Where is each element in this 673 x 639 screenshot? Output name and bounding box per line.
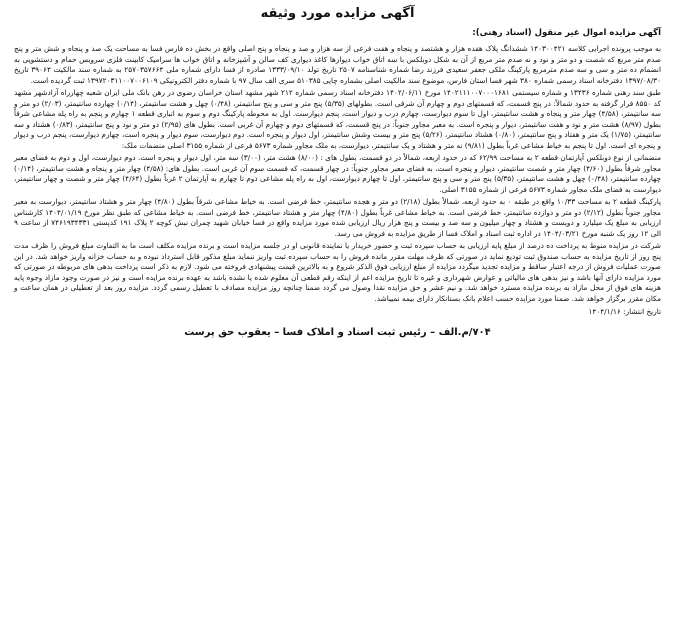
notice-body xyxy=(14,44,661,631)
publish-date: تاریخ انتشار: ۱۴۰۴/۱/۱۶ xyxy=(588,307,661,316)
notice-paragraph: منضمانی از نوع دوبلکس آپارتمان قطعه ۲ به مساحت ۶۲/۹۹ که در حدود اربعه، شمالاً در دو قسمت، بطول های : (۸/۰۰) هشت متر، (۳/۰۰) سه متر، اول دیوار و پنجره است. دوم دیوارست، اول و دوم به فضای معبر مجاور شرقاً بطول (۴/۶۰) چهار متر و شصت سانتیمتر، دیوار و پنجره است، به فضای معبر مجاور جنوباً: در چهار قسمت، که قسمت سوم آن غربی است. بطول های: (۴/۵۸) چهار متر و پنجاه و هشت سانتیمتر، (۰/۱۴) چهارده سانتیمتر، (۰/۴۸) چهل و هشت سانتیمتر، (۵/۳۵) پنج متر و سی و پنج سانتیمتر، اول تا چهارم دیوارست، اول به راه پله مشاعی دوم تا چهارم به آپارتمان ۲ غرباً بطول (۴/۶۴) چهار متر و شصت و چهار سانتیمتر، دیوارست به فضای ملک مجاور شماره ۵۶۷۳ فرعی از شماره ۳۱۵۵ اصلی. xyxy=(14,153,661,194)
notice-signature: ۷۰۴/م.الف – رئیس ثبت اسناد و املاک فسا – یعقوب حق پرست xyxy=(184,326,491,338)
notice-paragraph: پارکینگ قطعه ۲ به مساحت ۱۰/۳۳ واقع در طبقه ۰ به حدود اربعه، شمالاً بطول (۲/۱۸) دو متر و هجده سانتیمتر، خط فرضی است. به خیاط مشاعی شرقاً بطول (۴/۸۰) چهار متر و هشتاد سانتیمتر، دیوارست به معبر مجاور جنوباً بطول (۲/۱۲) دو متر و دوازده سانتیمتر، خط فرضی است. به خیاط مشاعی غرباً بطول (۴/۸۰) چهار متر و هشتاد سانتیمتر، خط فرضی است. به خیاط مشاعی که طبق نظر مورخ ۱۴۰۴/۰۱/۱۹ کارشناس ارزیابی به مبلغ یک میلیارد و دویست و هشتاد و چهار میلیون و سه صد و بیست و پنج هزار ریال ارزیابی شده مورد مزایده واقع در فسا خیابان شهید چمران نبش کوچه ۲ پلاک ۱۹۱ کدپستی ۷۴۶۱۹۳۴۳۳۱ از ساعت ۹ الی ۱۲ روز یک شنبه مورخ ۱۴۰۴/۰۳/۲۱ در اداره ثبت اسناد و املاک فسا از طریق مزایده به فروش می رسد. xyxy=(14,197,662,238)
notice-paragraph: شرکت در مزایده منوط به پرداخت ده درصد از مبلغ پایه ارزیابی به حساب سپرده ثبت و حضور خریدار یا نماینده قانونی او در جلسه مزایده است و برنده مزایده مکلف است ما به التفاوت مبلغ فروش را ظرف مدت پنج روز از تاریخ مزایده به حساب صندوق ثبت تودیع نماید در صورتی که ظرف مهلت مقرر مانده فروش را به حساب سپرده ثبت واریز ننماید مبلغ مذکور قابل استرداد نبوده و به حساب خزانه واریز خواهد شد. در این صورت عملیات فروش از درجه اعتبار ساقط و مزایده تجدید میگردد مزایده از مبلغ ارزیابی فوق الذکر شروع و به بالاترین قیمت پیشنهادی فروخته می شود. لازم به ذکر است پرداخت بدهی های مربوطه در صورتی که مورد مزایده دارای آنها باشد و نیز بدهی های مالیاتی و عوارض شهرداری و غیره تا تاریخ مزایده اعم از اینکه رقم قطعی آن معلوم شده یا نشده باشد به عهده برنده مزایده است و نیز در صورت وجود مازاد وجوه پایه هزینه های فوق از محل مازاد به برنده مزایده مسترد خواهد شد. و نیم عشر و حق مزایده نقدا وصول می گردد ضمنا چنانچه روز مزایده مصادف با تعطیل رسمی گردد. مزایده روز بعد از تعطیلی در همان ساعت و مکان مقرر برگزار خواهد شد. ضمنا مورد مزایده حسب اعلام بانک بستانکار دارای بیمه نمیباشد. xyxy=(14,241,661,303)
notice-paragraph: به موجب پرونده اجرایی کلاسه ۱۴۰۳۰۰۴۲۱ ششدانگ پلاک هفده هزار و هشتصد و پنجاه و هفت فرعی از سه هزار و صد و پنجاه و پنج اصلی واقع در بخش ده فارس فسا به مساحت یک صد و پنجاه و شش متر و پنج صدم متر مربع که شصت و دو متر و نود و نه صدم متر مربع از آن به شکل دوبلکس با سه اتاق خواب دیوارها کاغذ دیواری کف سالن و آشپزخانه و اتاق خواب ها سرامیک کابینت فلزی سرویس حمام و دستشویی به انضمام ده متر و سی و سه صدم مترمربع پارکینگ ملکی جعفر سعیدی فرزند رضا شماره شناسنامه ۲۵۰۷ تاریخ تولد ۱۳۳۳/۰۹/۱۰ صادره از فسا دارای شماره ملی ۲۵۷۰۳۵۷۶۶۴ به شماره سند مالکیت ۳۹۰۶۴ تاریخ ۱۳۹۷/۰۸/۳۰ دفترخانه اسناد رسمی شماره ۳۸۰ شهر فسا استان فارس، موضوع سند مالکیت اصلی بشماره چاپی ۵۱۰۳۸۵ سری الف سال ۹۷ با شماره دفتر الکترونیکی ۱۳۹۷۲۰۳۱۱۰۰۷۰۰۶۱۰۹ ثبت گردیده است. xyxy=(14,44,662,85)
notice-paragraph: طبق سند رهنی شماره ۱۳۴۳۶ و شماره سیستمی ۱۴۰۲۱۱۱۰۰۷۰۰۰۱۶۸۱ مورخ ۱۴۰۲/۰۶/۱۱ دفترخانه اسناد رسمی شماره ۲۱۲ شهر مشهد استان خراسان رضوی در رهن بانک ملی ایران شعبه چهارراه آزادشهر مشهد کد ۸۵۵۰ قرار گرفته به حدود شمالاً: در پنج قسمت، که قسمتهای دوم و چهارم آن شرقی است. بطولهای (۵/۳۵) پنج متر و سی و پنج سانتیمتر، (۰/۴۸) چهل و هشت سانتیمتر، (۰/۱۴) چهارده سانتیمتر، (۲/۰۳) دو متر و سه سانتیمتر، (۴/۵۸) چهار متر و پنجاه و هشت سانتیمتر، اول تا سوم دیوارست، چهارم درب و دیوار است، پنجم دیوارست. اول به محوطه پارکینگ دوم و سوم به انباری قطعه ۱ چهارم و پنجم به راه پله مشاعی شرقاً بطول (۸/۹۷) هشت متر و نود و هفت سانتیمتر، دیوار و پنجره است. به معبر مجاور جنوباً: در پنج قسمت، که قسمتهای دوم و چهارم آن غربی است. بطول های (۲/۹۵) دو متر و نود و پنج سانتیمتر، (۰/۸۳) هشتاد و سه سانتیمتر، (۱/۷۵) یک متر و هفتاد و پنج سانتیمتر، (۰/۸۰) هشتاد سانتیمتر، (۵/۲۶) پنج متر و بیست وشش سانتیمتر، اول دیوار و پنجره است. دوم دیوارست، سوم دیوار و پنجره است، چهارم دیوارست، پنجم درب و دیوار و پنجره ای است. اول تا پنجم به خیاط مشاعی غرباً بطول (۹/۸۱) نه متر و هشتاد و یک سانتیمتر، دیوارست، به ملک مجاور شماره ۵۶۷۳ فرعی از شماره ۳۱۵۵ اصلی منضمات ملک: xyxy=(14,88,661,150)
notice-subtitle: آگهی مزایده اموال غیر منقول (اسناد رهنی): xyxy=(472,28,661,38)
notice-title: آگهی مزایده مورد وثیقه xyxy=(260,6,415,21)
